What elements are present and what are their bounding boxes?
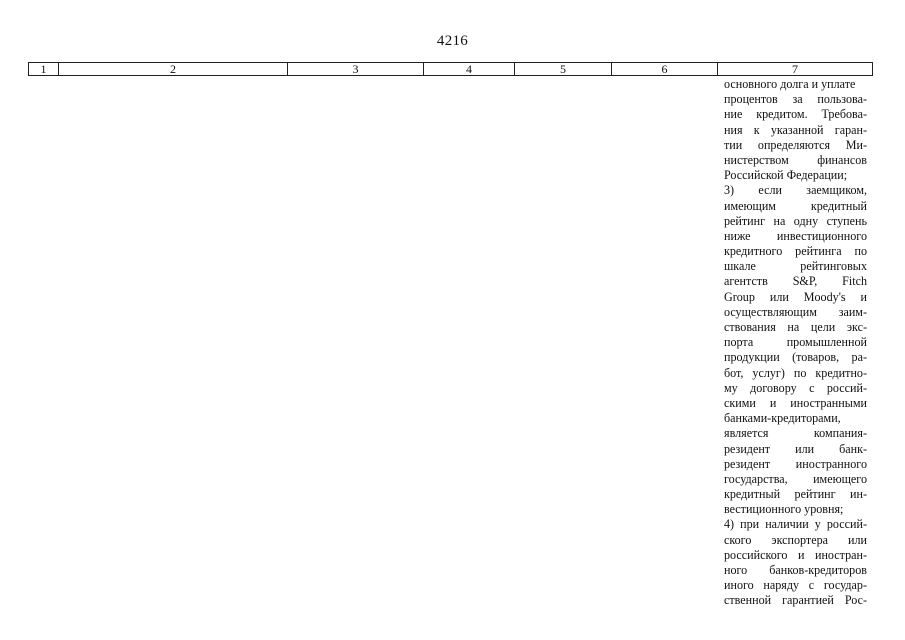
- text-line: кредитного рейтинга по: [724, 244, 867, 259]
- page-number: 4216: [436, 33, 469, 49]
- text-line: иного наряду с государ-: [724, 578, 867, 593]
- text-line: ского экспортера или: [724, 532, 867, 547]
- text-line: Российской Федерации;: [724, 168, 848, 183]
- text-line: продукции (товаров, ра-: [724, 350, 867, 365]
- text-line: рейтинг на одну ступень: [724, 213, 867, 228]
- text-line: основного долга и уплате: [724, 77, 856, 91]
- text-line: кредитный рейтинг ин-: [724, 487, 867, 502]
- text-line: нистерством финансов: [724, 152, 867, 167]
- text-line: шкале рейтинговых: [724, 259, 867, 274]
- text-line: ного банков-кредиторов: [724, 563, 867, 577]
- text-line: бот, услуг) по кредитно-: [724, 365, 867, 380]
- text-line: порта промышленной: [724, 335, 867, 350]
- text-line: агентств S&P, Fitch: [724, 274, 867, 289]
- text-line: резидент или банк-: [724, 441, 867, 456]
- header-cell-5: 5: [515, 63, 612, 75]
- text-line: осуществляющим заим-: [724, 304, 867, 319]
- text-line: имеющим кредитный: [724, 198, 867, 213]
- header-cell-3: 3: [288, 63, 424, 75]
- text-line: Group или Moody's и: [724, 289, 867, 304]
- column-7-text: [724, 77, 867, 609]
- text-line: 3) если заемщиком,: [724, 183, 867, 198]
- text-line: тии определяются Ми-: [724, 137, 867, 152]
- text-line: российского и иностран-: [724, 547, 867, 562]
- text-line: му договору с россий-: [724, 380, 867, 395]
- text-line: государства, имеющего: [724, 471, 867, 486]
- header-cell-2: 2: [59, 63, 288, 75]
- text-line: резидент иностранного: [724, 456, 867, 471]
- table-header-row: [28, 62, 873, 76]
- header-cell-1: 1: [29, 63, 59, 75]
- text-line: ствования на цели экс-: [724, 320, 867, 334]
- text-line: ниже инвестиционного: [724, 228, 867, 243]
- header-cell-6: 6: [612, 63, 718, 75]
- header-cell-7: 7: [792, 62, 798, 76]
- header-cell-4: 4: [424, 63, 515, 75]
- text-line: 4) при наличии у россий-: [724, 517, 867, 532]
- text-line: банками-кредиторами,: [724, 411, 841, 426]
- text-line: ние кредитом. Требова-: [724, 107, 867, 122]
- text-line: является компания-: [724, 426, 867, 441]
- text-line: ния к указанной гаран-: [724, 122, 867, 137]
- text-line: скими и иностранными: [724, 395, 867, 410]
- text-line: вестиционного уровня;: [724, 502, 844, 517]
- text-line: ственной гарантией Рос-: [724, 593, 867, 608]
- text-line: процентов за пользова-: [724, 92, 867, 107]
